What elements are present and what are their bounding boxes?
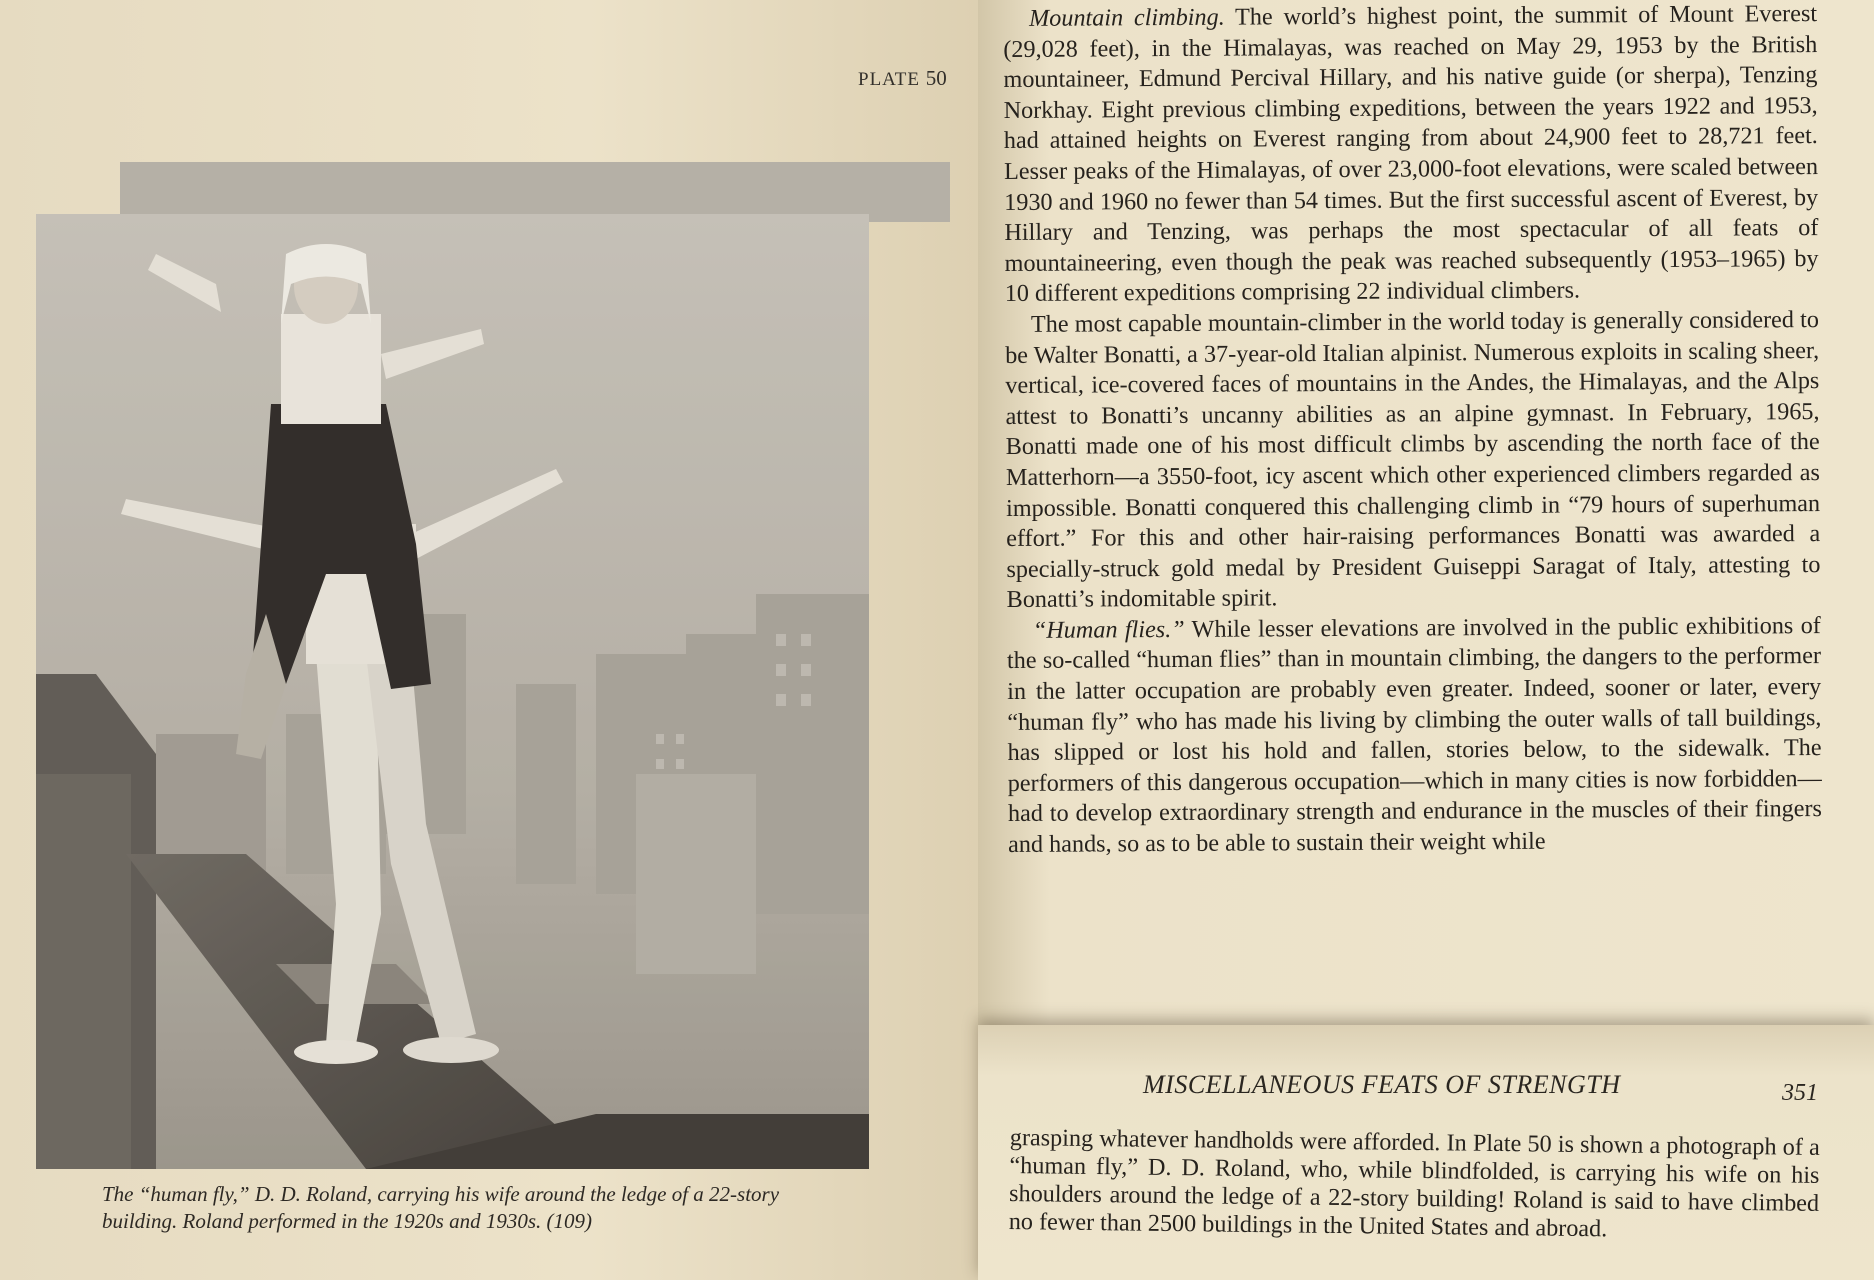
photo-tab-edge <box>120 162 950 222</box>
photo-caption: The “human fly,” D. D. Roland, carrying his wife around the ledge of a 22-story building. Roland performed in the 1920s and 1930s. (109) <box>102 1182 780 1233</box>
running-head: MISCELLANEOUS FEATS OF STRENGTH <box>1143 1070 1621 1099</box>
plate-label: PLATE 50 <box>858 66 947 90</box>
paragraph-bonatti: The most capable mountain-climber in the world today is generally considered to be Walter Bonatti, a 37-year-old Italian alpinist. Numerous exploits in scaling sheer, vertical, ice-covered faces of mountains in the Andes, the Himalayas, and the Alps attest to Bonatti’s uncanny abilities as an alpine gymnast. In February, 1965, Bonatti made one of his most difficult climbs by ascending the north face of the Matterhorn—a 3550-foot, icy ascent which other experienced climbers regarded as impossible. Bonatti conquered this challenging climb in “79 hours of superhuman effort.” For this and other hair-raising performances Bonatti was awarded a specially-struck gold medal by President Guiseppi Saragat of Italy, attesting to Bonatti’s indomitable spirit. <box>1005 305 1821 614</box>
body-text <box>1003 0 1822 861</box>
continued-paragraph: grasping whatever handholds were afforded. In Plate 50 is shown a photograph of a “human fly,” D. D. Roland, who, while blindfolded, is carrying his wife on his shoulders around the ledge of a 22-story building! Roland is said to have climbed no fewer than 2500 buildings in the United States and abroad. <box>1008 1124 1820 1243</box>
paragraph-human-flies: “Human flies.” While lesser elevations are involved in the public exhibitions of the so-called “human flies” than in mountain climbing, the dangers to the performer in the latter occupation are probably even greater. Indeed, sooner or later, every “human fly” who has made his living by climbing the outer walls of tall buildings, has slipped or lost his hold and fallen, stories below, to the sidewalk. The performers of this dangerous occupation—which in many cities is now forbidden—had to develop extraordinary strength and endurance in the muscles of their fingers and hands, so as to be able to sustain their weight while <box>1006 611 1823 859</box>
human-fly-photograph <box>36 214 869 1169</box>
plate-number: 50 <box>925 66 947 90</box>
page-number: 351 <box>1782 1080 1818 1106</box>
paragraph-mountain-climbing: Mountain climbing. The world’s highest point, the summit of Mount Everest (29,028 feet), in the Himalayas, was reached on May 29, 1953 by the British mountaineer, Edmund Percival Hillary, and his native guide (or sherpa), Tenzing Norkhay. Eight previous climbing expeditions, between the years 1922 and 1953, had attained heights on Everest ranging from about 24,900 feet to 28,721 feet. Lesser peaks of the Himalayas, of over 23,000-foot elevations, were scaled between 1930 and 1960 no fewer than 54 times. But the first successful ascent of Everest, by Hillary and Tenzing, was perhaps the most spectacular of all feats of mountaineering, even though the peak was reached subsequently (1953–1965) by 10 different expeditions comprising 22 individual climbers. <box>1003 0 1819 308</box>
